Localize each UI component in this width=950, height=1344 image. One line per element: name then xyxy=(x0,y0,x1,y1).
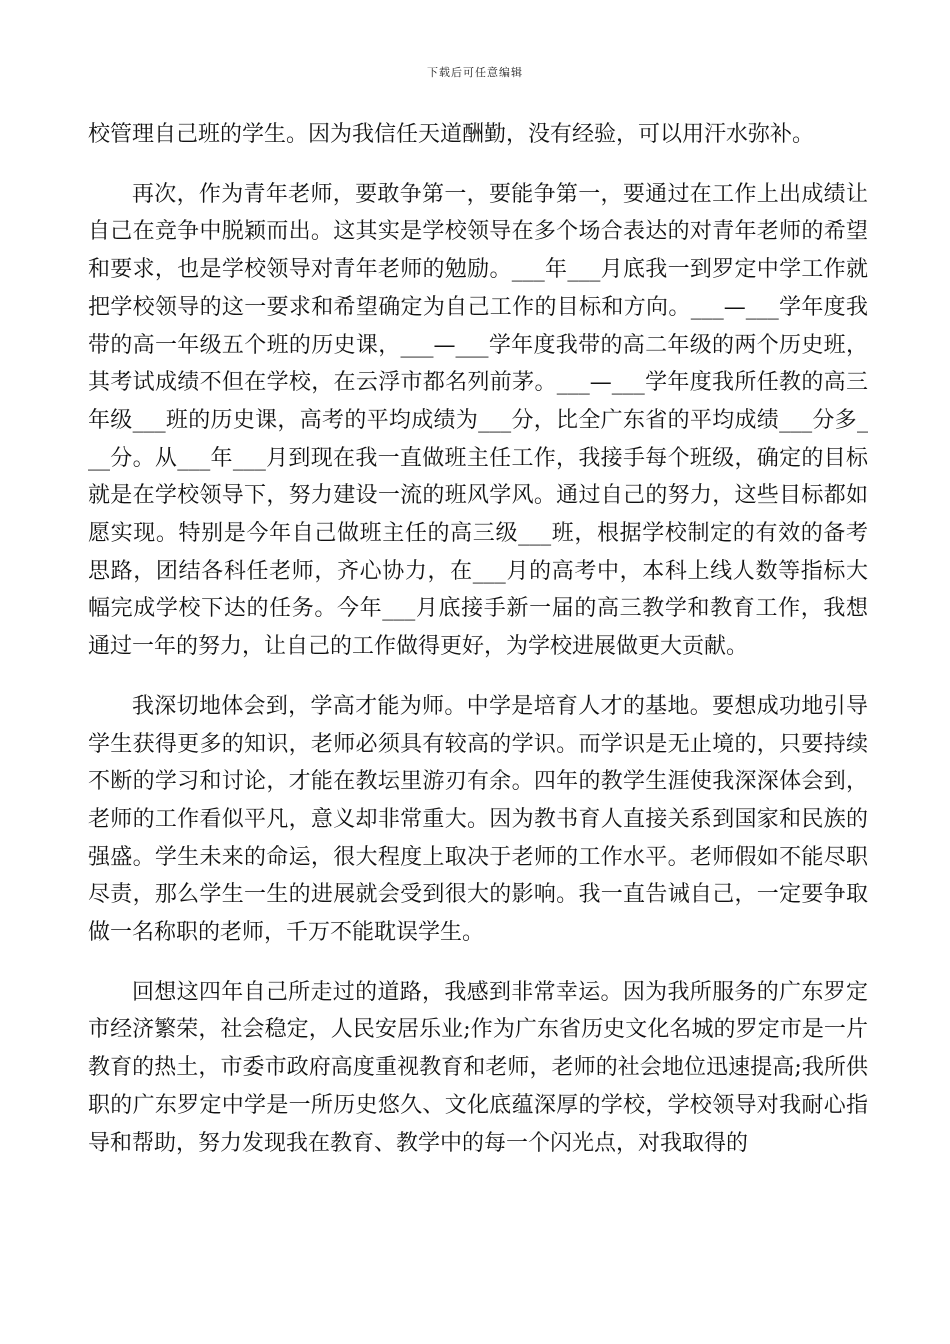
paragraph-3: 我深切地体会到，学高才能为师。中学是培育人才的基地。要想成功地引导学生获得更多的知识，老师必须具有较高的学识。而学识是无止境的，只要持续不断的学习和讨论，才能在教坛里游刃有余。四年的教学生涯使我深深体会到，老师的工作看似平凡，意义却非常重大。因为教书育人直接关系到国家和民族的强盛。学生未来的命运，很大程度上取决于老师的工作水平。老师假如不能尽职尽责，那么学生一生的进展就会受到很大的影响。我一直告诫自己，一定要争取做一名称职的老师，千万不能耽误学生。 xyxy=(88,693,868,946)
paragraph-1: 校管理自己班的学生。因为我信任天道酬勤，没有经验，可以用汗水弥补。 xyxy=(88,122,815,147)
document-body xyxy=(88,116,868,1184)
paragraph-4: 回想这四年自己所走过的道路，我感到非常幸运。因为我所服务的广东罗定市经济繁荣，社会稳定，人民安居乐业;作为广东省历史文化名城的罗定市是一片教育的热土，市委市政府高度重视教育和老师，老师的社会地位迅速提高;我所供职的广东罗定中学是一所历史悠久、文化底蕴深厚的学校，学校领导对我耐心指导和帮助，努力发现我在教育、教学中的每一个闪光点，对我取得的 xyxy=(88,979,868,1156)
page-header: 下载后可任意编辑 xyxy=(427,66,523,79)
paragraph-2: 再次，作为青年老师，要敢争第一，要能争第一，要通过在工作上出成绩让自己在竞争中脱颖而出。这其实是学校领导在多个场合表达的对青年老师的希望和要求，也是学校领导对青年老师的勉励。___年___月底我一到罗定中学工作就把学校领导的这一要求和希望确定为自己工作的目标和方向。___—___学年度我带的高一年级五个班的历史课，___—___学年度我带的高二年级的两个历史班，其考试成绩不但在学校，在云浮市都名列前茅。___—___学年度我所任教的高三年级___班的历史课，高考的平均成绩为___分，比全广东省的平均成绩___分多___分。从___年___月到现在我一直做班主任工作，我接手每个班级，确定的目标就是在学校领导下，努力建设一流的班风学风。通过自己的努力，这些目标都如愿实现。特别是今年自己做班主任的高三级___班，根据学校制定的有效的备考思路，团结各科任老师，齐心协力，在___月的高考中，本科上线人数等指标大幅完成学校下达的任务。今年___月底接手新一届的高三教学和教育工作，我想通过一年的努力，让自己的工作做得更好，为学校进展做更大贡献。 xyxy=(88,181,868,660)
